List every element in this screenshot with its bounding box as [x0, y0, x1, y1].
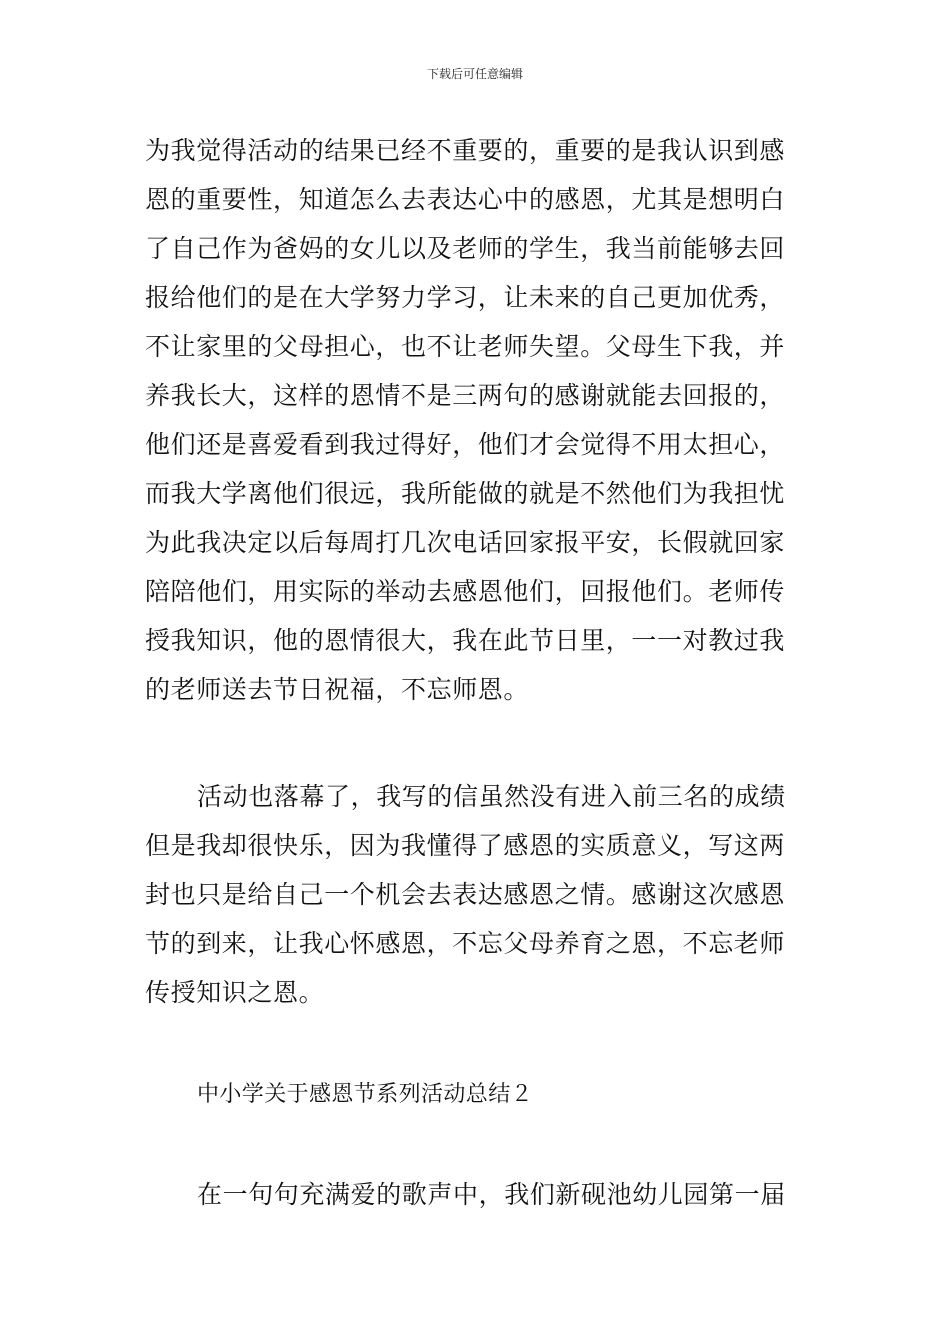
paragraph-3: [145, 1170, 809, 1219]
paragraph-line: 封也只是给自己一个机会去表达感恩之情。感谢这次感恩: [145, 880, 786, 909]
paragraph-line: 了自己作为爸妈的女儿以及老师的学生，我当前能够去回: [145, 234, 786, 263]
paragraph-line: 授我知识，他的恩情很大，我在此节日里，一一对教过我: [145, 626, 786, 655]
paragraph-line: 在一句句充满爱的歌声中，我们新砚池幼儿园第一届: [197, 1180, 786, 1209]
paragraph-line: 活动也落幕了，我写的信虽然没有进入前三名的成绩: [197, 782, 786, 811]
paragraph-line: 陪陪他们，用实际的举动去感恩他们，回报他们。老师传: [145, 577, 786, 606]
paragraph-line: 而我大学离他们很远，我所能做的就是不然他们为我担忧: [145, 479, 786, 508]
paragraph-1: [145, 126, 809, 714]
section-title: 中小学关于感恩节系列活动总结２: [197, 1082, 534, 1107]
paragraph-2: [145, 772, 809, 1017]
paragraph-line: 养我长大，这样的恩情不是三两句的感谢就能去回报的，: [145, 381, 786, 410]
paragraph-line: 不让家里的父母担心，也不让老师失望。父母生下我，并: [145, 332, 786, 361]
paragraph-line: 的老师送去节日祝福，不忘师恩。: [145, 675, 530, 704]
page-header: 下载后可任意编辑: [426, 67, 523, 81]
paragraph-line: 恩的重要性，知道怎么去表达心中的感恩，尤其是想明白: [145, 185, 786, 214]
paragraph-line: 为我觉得活动的结果已经不重要的，重要的是我认识到感: [145, 136, 786, 165]
paragraph-line: 传授知识之恩。: [145, 978, 325, 1007]
paragraph-line: 他们还是喜爱看到我过得好，他们才会觉得不用太担心，: [145, 430, 786, 459]
paragraph-line: 但是我却很快乐，因为我懂得了感恩的实质意义，写这两: [145, 831, 786, 860]
paragraph-line: 节的到来，让我心怀感恩，不忘父母养育之恩，不忘老师: [145, 929, 786, 958]
paragraph-line: 报给他们的是在大学努力学习，让未来的自己更加优秀，: [145, 283, 786, 312]
paragraph-line: 为此我决定以后每周打几次电话回家报平安，长假就回家: [145, 528, 786, 557]
